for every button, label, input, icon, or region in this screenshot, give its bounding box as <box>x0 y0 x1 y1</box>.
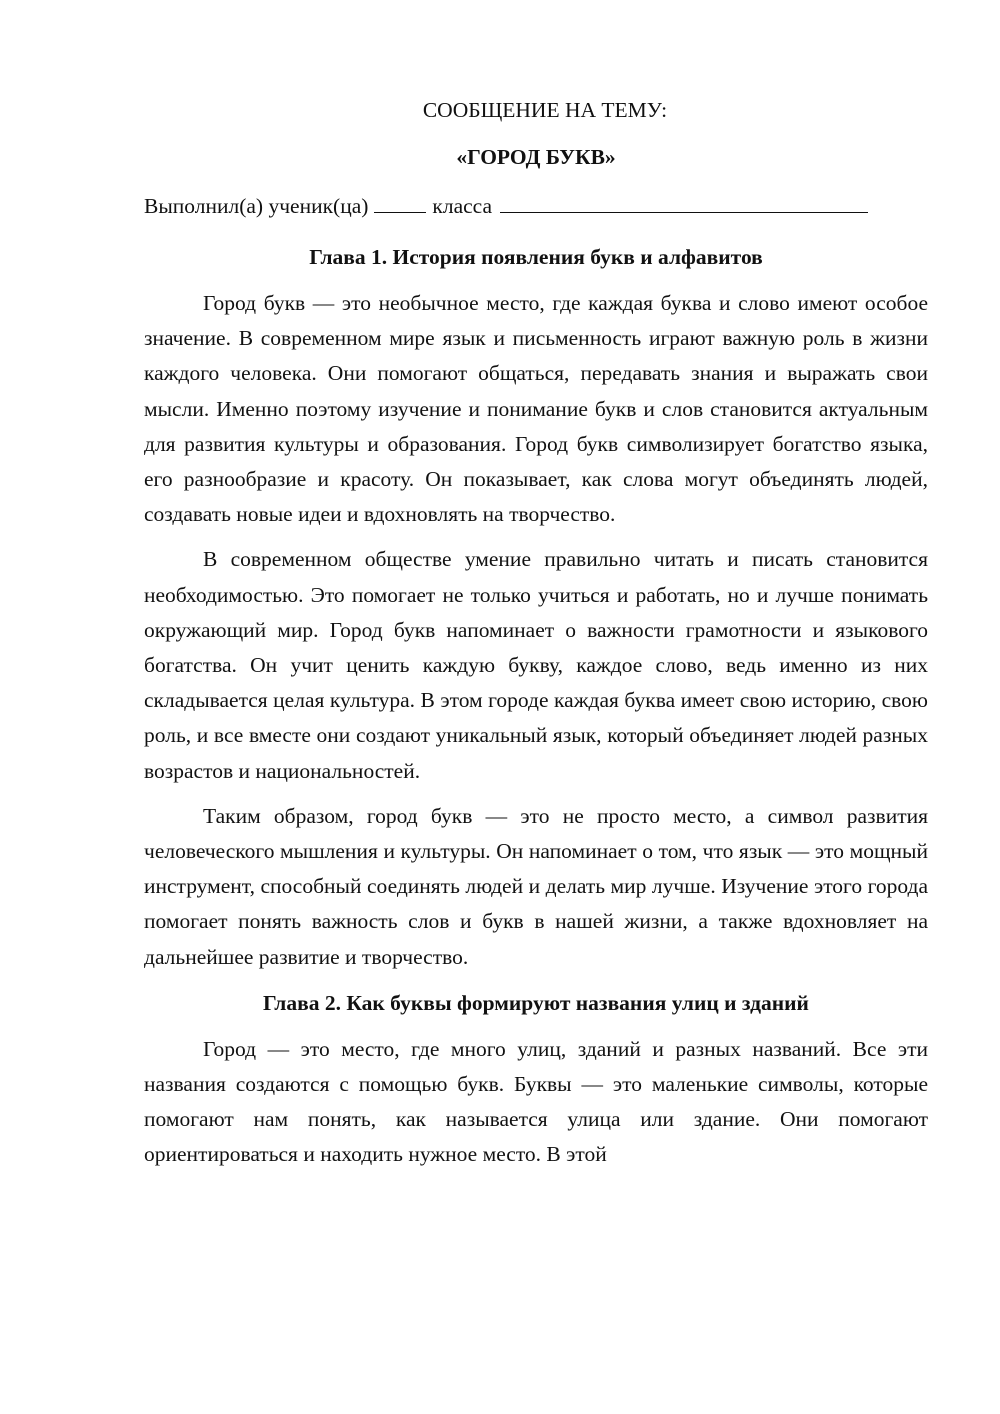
chapter-1-paragraph: В современном обществе умение правильно читать и писать становится необходимостью. Это помогает не только учиться и работать, но и лучше понимать окружающий мир. Город букв напоминает о важности грамотности и языкового богатства. Он учит ценить каждую букву, каждое слово, ведь именно из них складывается целая культура. В этом городе каждая буква имеет свою историю, свою роль, и все вместе они создают уникальный язык, который объединяет людей разных возрастов и национальностей. <box>144 547 928 783</box>
document-heading: СООБЩЕНИЕ НА ТЕМУ: <box>422 98 668 122</box>
author-label: Выполнил(а) ученик(ца) <box>144 194 369 218</box>
grade-blank <box>374 190 426 213</box>
chapter-2-title: Глава 2. Как буквы формируют названия улиц и зданий <box>263 990 809 1015</box>
name-blank <box>500 190 868 213</box>
chapter-1-title: Глава 1. История появления букв и алфавитов <box>309 245 763 269</box>
document-page <box>144 92 928 1173</box>
author-line <box>144 188 928 225</box>
chapter-1-paragraph: Таким образом, город букв — это не просто место, а символ развития человеческого мышления и культуры. Он напоминает о том, что язык — это мощный инструмент, способный соединять людей и делать мир лучше. Изучение этого города помогает понять важность слов и букв в нашей жизни, а также вдохновляет на дальнейшее развитие и творчество. <box>144 803 928 969</box>
chapter-1-paragraph: Город букв — это необычное место, где каждая буква и слово имеют особое значение. В современном мире язык и письменность играют важную роль в жизни каждого человека. Они помогают общаться, передавать знания и выражать свои мысли. Именно поэтому изучение и понимание букв и слов становится актуальным для развития культуры и образования. Город букв символизирует богатство языка, его разнообразие и красоту. Он показывает, как слова могут объединять людей, создавать новые идеи и вдохновлять на творчество. <box>144 291 928 527</box>
class-label: класса <box>432 194 493 218</box>
document-title: «ГОРОД БУКВ» <box>456 145 616 169</box>
chapter-2-paragraph: Город — это место, где много улиц, зданий и разных названий. Все эти названия создаются с помощью букв. Буквы — это маленькие символы, которые помогают нам понять, как называется улица или здание. Они помогают ориентироваться и находить нужное место. В этой <box>144 1036 928 1167</box>
